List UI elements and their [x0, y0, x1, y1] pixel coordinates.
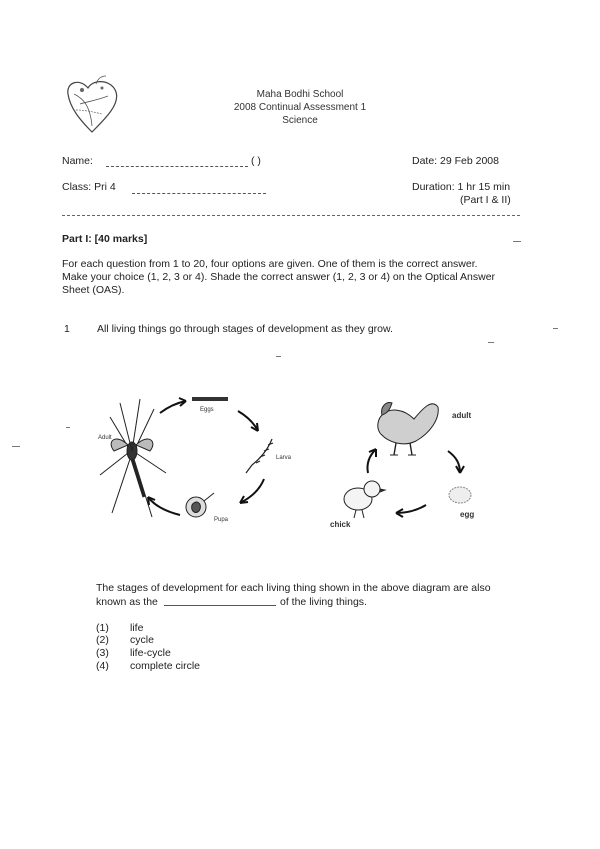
- chicken-chick-label: chick: [330, 520, 351, 529]
- answer-blank: [164, 605, 276, 606]
- instructions-line-1: For each question from 1 to 20, four options are given. One of them is the correct answer.: [62, 258, 478, 270]
- scan-speck: [12, 446, 20, 447]
- mosquito-larva-icon: [246, 439, 273, 473]
- school-name: Maha Bodhi School: [256, 89, 344, 100]
- part-title: Part I: [40 marks]: [62, 233, 148, 245]
- mosquito-eggs-label: Eggs: [200, 407, 214, 413]
- chicken-life-cycle-diagram: [326, 393, 494, 533]
- name-label: Name:: [62, 155, 93, 167]
- chick-icon: [344, 481, 385, 518]
- question-number: 1: [64, 323, 70, 335]
- exam-duration: Duration: 1 hr 15 min: [412, 181, 511, 193]
- exam-parts: (Part I & II): [460, 194, 511, 206]
- scan-speck: [513, 241, 521, 242]
- option-2-number: (2): [96, 634, 109, 646]
- question-prompt-line-1: The stages of development for each living thing shown in the above diagram are also: [96, 582, 491, 594]
- mosquito-adult-label: Adult: [98, 435, 112, 441]
- option-4-text[interactable]: complete circle: [130, 660, 201, 672]
- option-4-number: (4): [96, 660, 109, 672]
- question-prompt-line-2a: known as the: [96, 596, 158, 608]
- class-blank[interactable]: [132, 184, 266, 194]
- option-1-text[interactable]: life: [130, 622, 144, 634]
- exam-date: Date: 29 Feb 2008: [412, 155, 499, 167]
- scan-speck: [276, 356, 281, 357]
- question-prompt-line-2b: of the living things.: [280, 596, 367, 608]
- scan-speck: [66, 427, 70, 428]
- egg-icon: [449, 487, 471, 503]
- chicken-adult-label: adult: [452, 411, 472, 420]
- scan-speck: [488, 342, 494, 343]
- subject-title: Science: [282, 115, 318, 126]
- register-number-paren: ( ): [251, 155, 261, 167]
- chicken-egg-label: egg: [460, 510, 475, 519]
- hen-icon: [378, 403, 438, 455]
- option-1-number: (1): [96, 622, 109, 634]
- mosquito-larva-label: Larva: [276, 455, 292, 461]
- name-blank[interactable]: [106, 157, 248, 167]
- mosquito-adult-icon: [100, 399, 166, 517]
- option-3-number: (3): [96, 647, 109, 659]
- option-2-text[interactable]: cycle: [130, 634, 154, 646]
- class-label: Class: Pri 4: [62, 181, 116, 193]
- scan-speck: [553, 328, 558, 329]
- mosquito-life-cycle-diagram: [92, 393, 310, 533]
- mosquito-pupa-label: Pupa: [214, 517, 229, 523]
- mosquito-cycle-arrows: [148, 398, 264, 515]
- instructions-line-2: Make your choice (1, 2, 3 or 4). Shade the correct answer (1, 2, 3 or 4) on the Optical Answer: [62, 271, 496, 283]
- mosquito-pupa-icon: [186, 493, 214, 517]
- question-stem: All living things go through stages of development as they grow.: [97, 323, 393, 335]
- instructions-line-3: Sheet (OAS).: [62, 284, 125, 296]
- chicken-cycle-arrows: [367, 449, 464, 517]
- separator-line: [62, 215, 520, 216]
- option-3-text[interactable]: life-cycle: [130, 647, 171, 659]
- mosquito-eggs-icon: [192, 397, 228, 401]
- exam-title: 2008 Continual Assessment 1: [233, 102, 367, 113]
